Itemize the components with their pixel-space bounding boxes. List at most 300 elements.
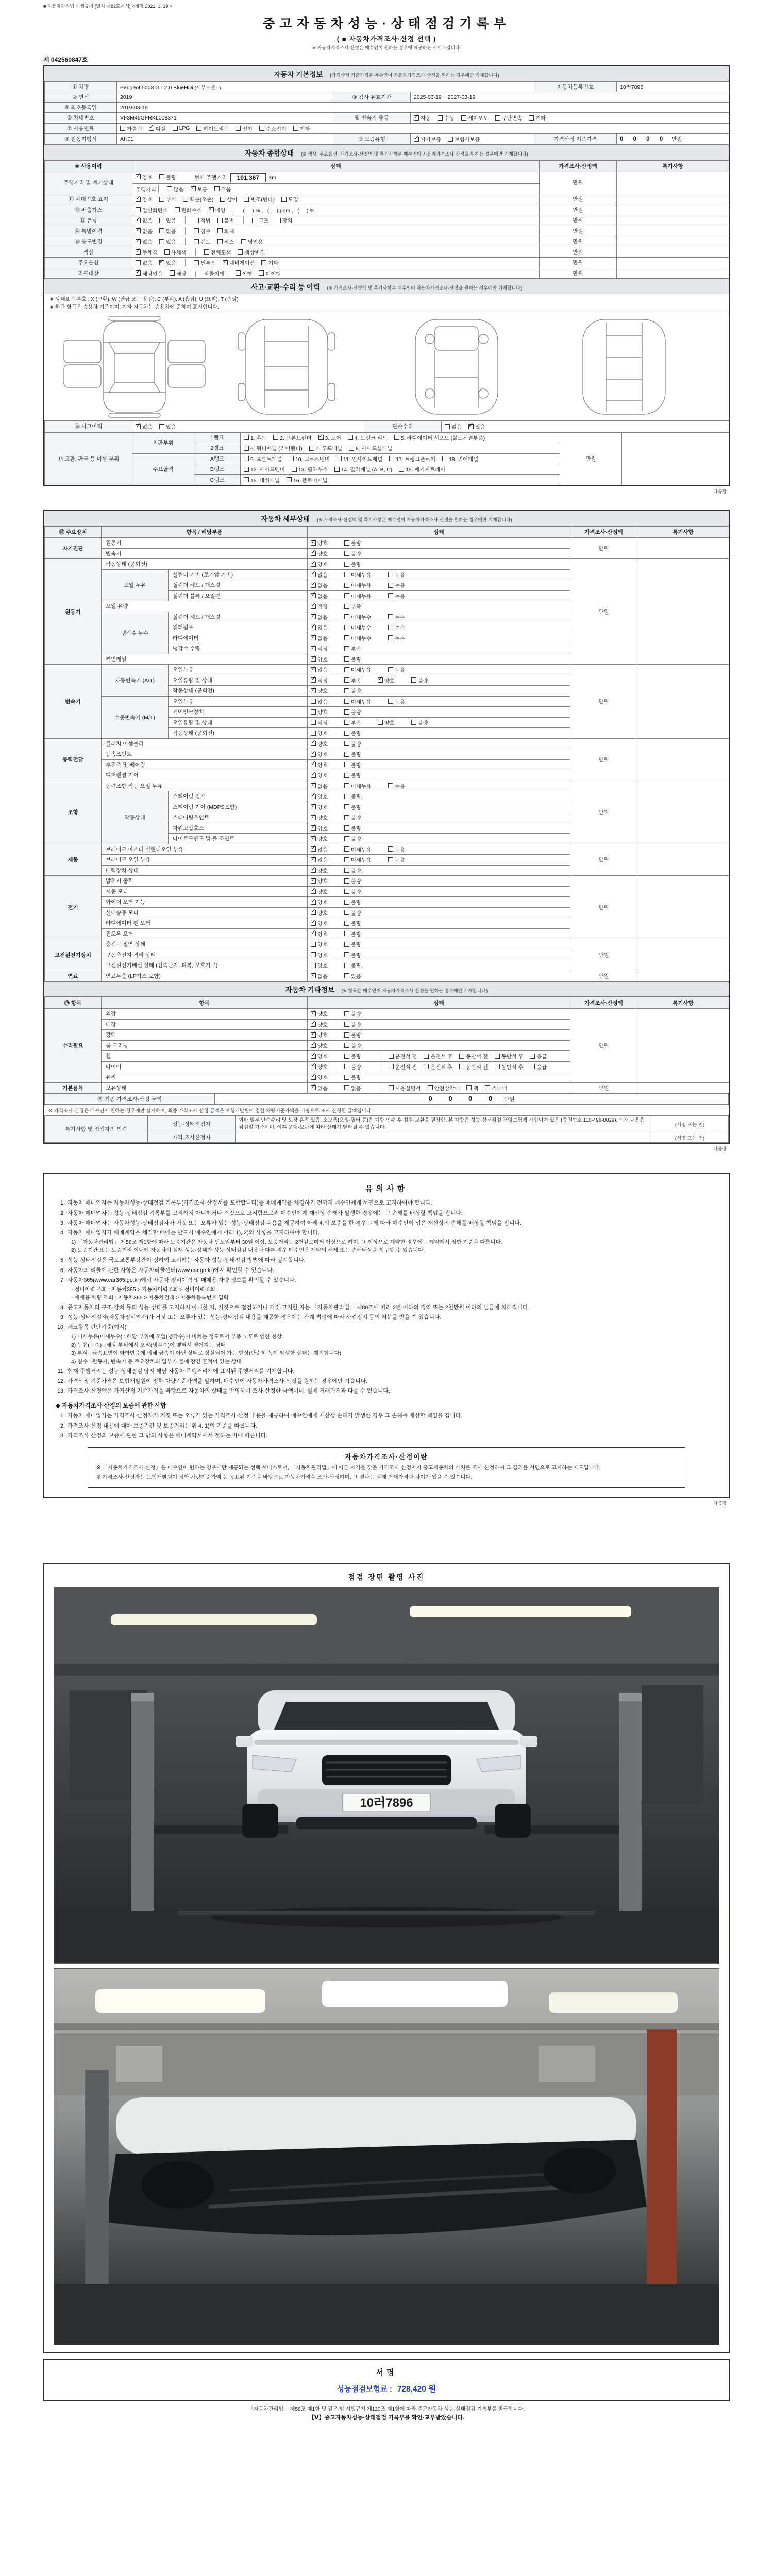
- checkbox-option[interactable]: [438, 114, 455, 122]
- checkbox-box: [159, 228, 164, 233]
- checkbox-option[interactable]: [344, 1031, 361, 1039]
- checkbox-option[interactable]: [311, 1052, 328, 1060]
- checkbox-option[interactable]: [276, 216, 293, 224]
- checkbox-option[interactable]: [411, 719, 428, 726]
- checkbox-option[interactable]: [293, 125, 310, 132]
- price-cell: 만원: [570, 876, 637, 939]
- subgroup-label: 냉각수 누수: [102, 612, 169, 654]
- checkbox-option[interactable]: [311, 645, 328, 652]
- overall-item-label: ⑪ 차대번호 표기: [45, 194, 132, 205]
- checkbox-option[interactable]: [311, 729, 328, 737]
- checkbox-option[interactable]: [244, 476, 280, 484]
- checkbox-option[interactable]: [159, 422, 176, 430]
- checkbox-label: 없음: [350, 1086, 361, 1092]
- checkbox-label: 적정: [317, 604, 328, 610]
- checkbox-option[interactable]: [217, 216, 234, 224]
- checkbox-option[interactable]: [289, 455, 330, 463]
- checkbox-option[interactable]: [159, 195, 176, 203]
- checkbox-option[interactable]: [344, 655, 361, 663]
- spacer: [43, 1506, 730, 1563]
- checkbox-option[interactable]: [344, 930, 361, 938]
- checkbox-option[interactable]: [311, 961, 328, 969]
- checkbox-option[interactable]: [311, 676, 328, 684]
- accident-section-note: (※ 가격조사·산정액 및 특기사항은 매수인이 자동차가격조사·산정을 원하는 경우에만 기재합니다): [327, 285, 523, 291]
- checkbox-label: 상이: [227, 197, 238, 203]
- checkbox-option[interactable]: [311, 613, 328, 621]
- checkbox-option[interactable]: [414, 135, 441, 143]
- checkbox-box: [311, 551, 316, 556]
- accident-section-header: [44, 279, 729, 294]
- checkbox-option[interactable]: [209, 206, 226, 214]
- checkbox-box: [311, 604, 316, 609]
- checkbox-option[interactable]: [388, 634, 405, 642]
- checkbox-option[interactable]: [281, 195, 298, 203]
- checkbox-label: 있음: [165, 425, 176, 430]
- checkbox-option[interactable]: [344, 761, 361, 769]
- exchange-table-body: [45, 432, 729, 485]
- checkbox-option[interactable]: [311, 1073, 328, 1081]
- rank-label: 1랭크: [194, 432, 241, 443]
- checkbox-option[interactable]: [344, 888, 361, 895]
- checkbox-option[interactable]: [311, 856, 328, 863]
- checkbox-option[interactable]: [378, 719, 395, 726]
- checkbox-option[interactable]: [244, 444, 303, 452]
- price-definition-body-2: ※ 가격조사·산정자는 보험개발원이 정한 차량기준가액 등 공표된 기준을 바탕으로 자동차가격을 조사·산정하며, 그 결과는 실제 거래가격과 차이가 있을 수 있습니다.: [96, 1475, 473, 1481]
- checkbox-option[interactable]: [136, 238, 153, 245]
- checkbox-option[interactable]: [344, 592, 372, 600]
- fee-label: 성능점검보험료 :: [337, 2385, 392, 2394]
- overall-item-label: 리콜대상: [45, 268, 132, 279]
- accident-history-label: ⑯ 사고이력: [45, 421, 132, 432]
- checkbox-option[interactable]: [388, 698, 405, 705]
- checkbox-option[interactable]: [344, 1084, 361, 1092]
- checkbox-option[interactable]: [344, 951, 361, 959]
- checkbox-option[interactable]: [136, 206, 168, 214]
- checkbox-option[interactable]: [344, 972, 361, 980]
- checkbox-option[interactable]: [252, 216, 269, 224]
- panel-group-label: 주요골격: [132, 453, 194, 485]
- checkbox-option[interactable]: [344, 835, 361, 842]
- checkbox-option[interactable]: [244, 455, 282, 463]
- checkbox-option[interactable]: [378, 676, 395, 684]
- checkbox-option[interactable]: [349, 444, 392, 452]
- checkbox-option[interactable]: [191, 185, 208, 193]
- checkbox-option[interactable]: [311, 1031, 328, 1039]
- checkbox-option[interactable]: [311, 888, 328, 895]
- checkbox-box: [448, 137, 453, 142]
- checkbox-option[interactable]: [311, 719, 328, 726]
- checkbox-option[interactable]: [344, 877, 361, 885]
- checkbox-option[interactable]: [309, 444, 342, 452]
- checkbox-option[interactable]: [311, 867, 328, 874]
- checkbox-option[interactable]: [311, 571, 328, 579]
- checkbox-option[interactable]: [311, 750, 328, 758]
- checkbox-label: 불량: [350, 826, 361, 832]
- etc-col-note: 특기사항: [637, 997, 729, 1009]
- car-diagram-underbody: [238, 319, 335, 414]
- checkbox-box: [344, 762, 349, 767]
- option-group: [311, 782, 422, 790]
- checkbox-option[interactable]: [311, 792, 328, 800]
- checkbox-label: 운전석 후: [430, 1054, 453, 1060]
- checkbox-box: [311, 868, 316, 873]
- checkbox-option[interactable]: [344, 719, 361, 726]
- checkbox-option[interactable]: [445, 422, 462, 430]
- checkbox-option[interactable]: [424, 1052, 452, 1060]
- checkbox-option[interactable]: [136, 195, 153, 203]
- checkbox-box: [261, 260, 266, 265]
- checkbox-option[interactable]: [344, 1052, 361, 1060]
- checkbox-option[interactable]: [159, 173, 176, 181]
- checkbox-box: [311, 794, 316, 799]
- checkbox-option[interactable]: [311, 761, 328, 769]
- part-label: 연료누출 (LP가스 포함): [102, 971, 308, 981]
- checkbox-option[interactable]: [495, 1052, 524, 1060]
- checkbox-box: [388, 783, 393, 788]
- checkbox-option[interactable]: [344, 676, 361, 684]
- checkbox-option[interactable]: [344, 1042, 361, 1049]
- checkbox-label: 불량: [350, 1064, 361, 1071]
- checkbox-option[interactable]: [311, 909, 328, 917]
- checkbox-option[interactable]: [334, 465, 392, 473]
- detail-section-note: (※ 가격조사·산정액 및 특기사항은 매수인이 자동차가격조사·산정을 원하는 경우에만 기재합니다): [317, 517, 512, 522]
- document-page: [43, 0, 730, 2423]
- checkbox-box: [309, 446, 314, 451]
- checkbox-option[interactable]: [311, 845, 328, 853]
- checkbox-label: 누수: [394, 636, 405, 642]
- checkbox-option[interactable]: [159, 238, 176, 245]
- checkbox-option[interactable]: [344, 898, 361, 906]
- checkbox-option[interactable]: [292, 465, 328, 473]
- checkbox-option[interactable]: [311, 877, 328, 885]
- guarantee-item: 1. 자동차 매매업자는 가격조사·산정자가 거짓 또는 오류가 있는 가격조사·산정 내용을 제공하여 매수인에게 재산상 손해가 발생한 경우 그 손해를 배상할 책임을 집니다.: [60, 1413, 462, 1419]
- checkbox-label: 불량: [350, 741, 361, 748]
- checkbox-option[interactable]: [318, 434, 341, 442]
- checkbox-option[interactable]: [495, 114, 523, 122]
- checkbox-option[interactable]: [159, 227, 176, 235]
- checkbox-option[interactable]: [259, 125, 287, 132]
- checkbox-label: 장치: [282, 218, 293, 224]
- checkbox-option[interactable]: [344, 919, 361, 927]
- part-label: 오일 유량: [102, 601, 308, 612]
- checkbox-option[interactable]: [344, 581, 372, 589]
- checkbox-option[interactable]: [244, 465, 285, 473]
- part-label: 등속조인트: [102, 749, 308, 760]
- checkbox-option[interactable]: [344, 771, 361, 779]
- checkbox-option[interactable]: [287, 476, 328, 484]
- table-row: [45, 103, 729, 113]
- checkbox-option[interactable]: [442, 455, 478, 463]
- checkbox-option[interactable]: [344, 560, 361, 568]
- checkbox-option[interactable]: [183, 195, 214, 203]
- checkbox-option[interactable]: [136, 422, 153, 430]
- checkbox-option[interactable]: [344, 1073, 361, 1081]
- checkbox-option[interactable]: [175, 206, 202, 214]
- checkbox-option[interactable]: [311, 687, 328, 694]
- checkbox-option[interactable]: [388, 581, 405, 589]
- checkbox-option[interactable]: [344, 961, 361, 969]
- part-label: 작동상태 (공회전): [169, 686, 308, 697]
- checkbox-label: 양호: [317, 1054, 328, 1060]
- checkbox-box: [311, 667, 316, 672]
- checkbox-option[interactable]: [241, 238, 263, 245]
- checkbox-box: [311, 562, 316, 567]
- checkbox-box: [388, 625, 393, 630]
- checkbox-option[interactable]: [388, 666, 405, 673]
- damage-code-legend: [44, 294, 729, 313]
- checkbox-option[interactable]: [389, 1084, 421, 1092]
- checkbox-option[interactable]: [164, 248, 187, 256]
- checkbox-option[interactable]: [388, 845, 405, 853]
- checkbox-option[interactable]: [344, 729, 361, 737]
- checkbox-option[interactable]: [311, 740, 328, 748]
- checkbox-option[interactable]: [468, 422, 485, 430]
- checkbox-label: 14. 필러패널 (A, B, C): [341, 467, 393, 473]
- checkbox-option[interactable]: [194, 216, 211, 224]
- checkbox-option[interactable]: [388, 856, 405, 863]
- checkbox-option[interactable]: [529, 114, 546, 122]
- checkbox-option[interactable]: [344, 803, 361, 811]
- checkbox-box: [495, 115, 500, 121]
- checkbox-option[interactable]: [495, 1063, 524, 1071]
- checkbox-option[interactable]: [136, 259, 153, 266]
- checkbox-label: 양호: [317, 1012, 328, 1018]
- checkbox-option[interactable]: [311, 972, 328, 980]
- rank-items-cell: [241, 453, 560, 464]
- checkbox-option[interactable]: [461, 114, 489, 122]
- checkbox-option[interactable]: [344, 1021, 361, 1028]
- checkbox-option[interactable]: [388, 623, 405, 631]
- photo-frame-front: [54, 1587, 719, 1964]
- checkbox-option[interactable]: [344, 867, 361, 874]
- state-cell: [308, 707, 570, 718]
- checkbox-option[interactable]: [259, 269, 281, 277]
- footer-line-1: 「자동차관리법」 제58조 제1항 및 같은 법 시행규칙 제120조 제1항에 따라 중고자동차 성능·상태점검 기록부를 발급합니다.: [248, 2406, 525, 2412]
- checkbox-option[interactable]: [223, 259, 255, 266]
- option-group: [311, 1073, 378, 1081]
- checkbox-option[interactable]: [311, 930, 328, 938]
- checkbox-box: [311, 656, 316, 662]
- part-label: 와이퍼 모터 기능: [102, 897, 308, 908]
- checkbox-option[interactable]: [459, 1052, 488, 1060]
- checkbox-option[interactable]: [344, 645, 361, 652]
- checkbox-box: [136, 270, 141, 276]
- checkbox-box: [311, 1085, 316, 1090]
- checkbox-option[interactable]: [311, 803, 328, 811]
- checkbox-option[interactable]: [311, 1021, 328, 1028]
- checkbox-option[interactable]: [388, 613, 405, 621]
- checkbox-label: 수동: [444, 116, 455, 122]
- checkbox-box: [159, 218, 164, 223]
- notice-item: 5. 성능·상태점검은 국토교통부장관이 정하여 고시하는 자동차 성능·상태점검 방법에 따라 실시합니다.: [60, 1257, 306, 1264]
- checkbox-option[interactable]: [428, 1084, 460, 1092]
- checkbox-option[interactable]: [344, 666, 372, 673]
- checkbox-option[interactable]: [149, 125, 166, 132]
- checkbox-box: [388, 667, 393, 672]
- checkbox-option[interactable]: [311, 708, 328, 716]
- checkbox-option[interactable]: [344, 856, 372, 863]
- checkbox-option[interactable]: [194, 227, 211, 235]
- checkbox-option[interactable]: [311, 951, 328, 959]
- checkbox-option[interactable]: [344, 782, 372, 790]
- checkbox-box: [136, 174, 141, 179]
- checkbox-option[interactable]: [337, 455, 382, 463]
- checkbox-option[interactable]: [348, 434, 388, 442]
- checkbox-option[interactable]: [311, 898, 328, 906]
- checkbox-option[interactable]: [194, 259, 216, 266]
- checkbox-option[interactable]: [311, 602, 328, 610]
- checkbox-option[interactable]: [311, 919, 328, 927]
- checkbox-option[interactable]: [311, 623, 328, 631]
- checkbox-option[interactable]: [196, 125, 229, 132]
- checkbox-option[interactable]: [311, 550, 328, 557]
- checkbox-option[interactable]: [311, 1042, 328, 1049]
- device-row: [45, 781, 729, 791]
- checkbox-label: 2. 프론트펜더: [280, 435, 312, 442]
- overall-price-cell: 만원: [540, 247, 617, 258]
- checkbox-option[interactable]: [311, 560, 328, 568]
- checkbox-option[interactable]: [344, 613, 372, 621]
- checkbox-option[interactable]: [311, 634, 328, 642]
- checkbox-option[interactable]: [344, 550, 361, 557]
- checkbox-option[interactable]: [344, 698, 372, 705]
- overall-row: [45, 172, 729, 183]
- checkbox-option[interactable]: [311, 1084, 328, 1092]
- checkbox-option[interactable]: [311, 1063, 328, 1071]
- checkbox-option[interactable]: [344, 814, 361, 821]
- checkbox-option[interactable]: [311, 1010, 328, 1018]
- checkbox-option[interactable]: [236, 125, 253, 132]
- checkbox-option[interactable]: [344, 1010, 361, 1018]
- checkbox-option[interactable]: [311, 940, 328, 948]
- overall-note-cell: [617, 258, 729, 268]
- state-cell: [308, 749, 570, 760]
- checkbox-option[interactable]: [448, 135, 480, 143]
- checkbox-option[interactable]: [311, 835, 328, 842]
- checkbox-option[interactable]: [459, 1063, 488, 1071]
- checkbox-option[interactable]: [424, 1063, 452, 1071]
- checkbox-option[interactable]: [311, 592, 328, 600]
- checkbox-box: [529, 115, 534, 121]
- checkbox-option[interactable]: [388, 592, 405, 600]
- overall-col-price: 가격조사·산정액: [540, 160, 617, 172]
- checkbox-option[interactable]: [311, 581, 328, 589]
- checkbox-option[interactable]: [389, 1063, 417, 1071]
- checkbox-option[interactable]: [344, 602, 361, 610]
- notice-item: 1. 자동차 매매업자는 자동차성능·상태점검 기록부(가격조사·산정서를 포함합니다)를 매매계약을 체결하기 전까지 매수인에게 서면으로 고지하여야 합니다.: [60, 1200, 432, 1207]
- checkbox-option[interactable]: [344, 687, 361, 694]
- checkbox-option[interactable]: [217, 238, 234, 245]
- vin-label: ⑤ 차대번호: [45, 113, 117, 124]
- overall-note-cell: [617, 205, 729, 215]
- checkbox-option[interactable]: [238, 248, 265, 256]
- checkbox-option[interactable]: [217, 227, 234, 235]
- checkbox-box: [244, 456, 249, 461]
- checkbox-option[interactable]: [344, 740, 361, 748]
- checkbox-option[interactable]: [388, 782, 405, 790]
- checkbox-option[interactable]: [244, 195, 275, 203]
- checkbox-option[interactable]: [411, 676, 428, 684]
- checkbox-option[interactable]: [120, 125, 142, 132]
- checkbox-option[interactable]: [344, 940, 361, 948]
- checkbox-option[interactable]: [311, 771, 328, 779]
- checkbox-option[interactable]: [530, 1052, 547, 1060]
- subgroup-label: 작동상태: [102, 791, 169, 844]
- checkbox-option[interactable]: [311, 666, 328, 673]
- checkbox-option[interactable]: [173, 126, 190, 131]
- checkbox-option[interactable]: [136, 216, 153, 224]
- checkbox-option[interactable]: [236, 269, 253, 277]
- part-label: 실린더 커버 (로커암 커버): [169, 569, 308, 580]
- checkbox-option[interactable]: [344, 539, 361, 547]
- checkbox-option[interactable]: [311, 539, 328, 547]
- checkbox-option[interactable]: [136, 173, 153, 181]
- checkbox-option[interactable]: [466, 1084, 478, 1092]
- checkbox-option[interactable]: [344, 623, 372, 631]
- checkbox-box: [311, 804, 316, 809]
- checkbox-option[interactable]: [261, 259, 278, 266]
- checkbox-box: [244, 446, 249, 451]
- checkbox-option[interactable]: [344, 750, 361, 758]
- checkbox-option[interactable]: [388, 571, 405, 579]
- checkbox-option[interactable]: [344, 792, 361, 800]
- checkbox-label: 양호: [317, 1064, 328, 1071]
- checkbox-option[interactable]: [530, 1063, 547, 1071]
- checkbox-option[interactable]: [344, 845, 372, 853]
- checkbox-option[interactable]: [311, 782, 328, 790]
- checkbox-option[interactable]: [311, 655, 328, 663]
- checkbox-option[interactable]: [394, 434, 485, 442]
- checkbox-option[interactable]: [214, 185, 231, 193]
- checkbox-option[interactable]: [136, 227, 153, 235]
- checkbox-option[interactable]: [344, 708, 361, 716]
- checkbox-option[interactable]: [136, 248, 158, 256]
- checkbox-option[interactable]: [311, 824, 328, 832]
- checkbox-label: 있음: [317, 1086, 328, 1092]
- checkbox-option[interactable]: [399, 465, 445, 473]
- checkbox-option[interactable]: [344, 634, 372, 642]
- checkbox-label: 양호: [317, 910, 328, 917]
- state-cell: [308, 728, 570, 739]
- rank-row: [45, 432, 729, 443]
- checkbox-option[interactable]: [244, 434, 266, 442]
- checkbox-option[interactable]: [273, 434, 311, 442]
- checkbox-option[interactable]: [136, 269, 163, 277]
- option-group: [195, 248, 272, 256]
- checkbox-option[interactable]: [311, 698, 328, 705]
- checkbox-option[interactable]: [344, 1063, 361, 1071]
- checkbox-option[interactable]: [389, 1052, 417, 1060]
- notice-subitem: - 매매용 차량 조회 : 자동차365 > 자동차검색 > 자동차등록번호 입력: [71, 1295, 229, 1301]
- checkbox-option[interactable]: [389, 455, 435, 463]
- checkbox-option[interactable]: [167, 185, 184, 193]
- checkbox-option[interactable]: [344, 571, 372, 579]
- checkbox-box: [344, 562, 349, 567]
- checkbox-option[interactable]: [485, 1084, 507, 1092]
- checkbox-option[interactable]: [159, 259, 176, 266]
- checkbox-option[interactable]: [204, 248, 231, 256]
- checkbox-option[interactable]: [344, 909, 361, 917]
- checkbox-label: 불량: [350, 816, 361, 821]
- checkbox-option[interactable]: [311, 814, 328, 821]
- checkbox-option[interactable]: [220, 195, 237, 203]
- checkbox-box: [388, 699, 393, 704]
- checkbox-option[interactable]: [194, 238, 211, 245]
- checkbox-option[interactable]: [344, 824, 361, 832]
- checkbox-option[interactable]: [159, 216, 176, 224]
- checkbox-option[interactable]: [414, 114, 431, 122]
- checkbox-option[interactable]: [170, 269, 187, 277]
